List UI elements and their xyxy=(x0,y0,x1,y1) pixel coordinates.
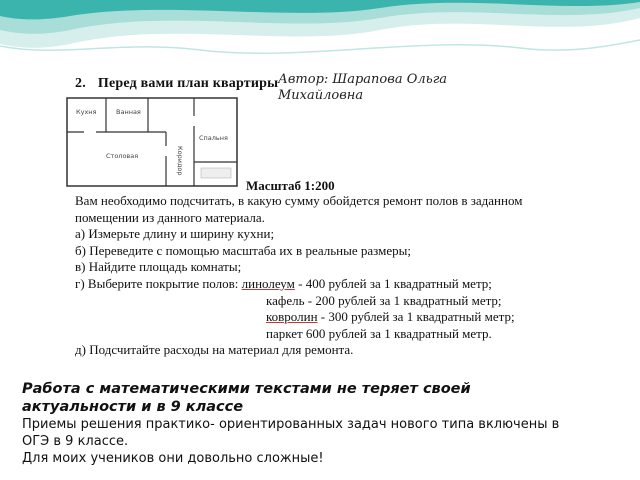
slide-footer xyxy=(22,380,622,467)
scale-label: Масштаб 1:200 xyxy=(246,178,335,193)
author-credit xyxy=(278,72,518,104)
headline-line-1: Работа с математическими текстами не теряет своей xyxy=(22,381,471,397)
task-body xyxy=(75,193,595,359)
step-d xyxy=(75,276,595,293)
headline-line-2: актуальности и в 9 классе xyxy=(22,399,244,415)
material-row xyxy=(75,309,595,326)
step-d-prefix: г) Выберите покрытие полов: xyxy=(75,275,242,291)
room-label-bedroom: Спальня xyxy=(199,134,228,142)
task-number: 2. xyxy=(75,76,86,91)
note-line-3: Для моих учеников они довольно сложные! xyxy=(22,451,324,466)
intro-line-2: помещении из данного материала. xyxy=(75,209,265,225)
material-sep: - xyxy=(317,309,329,325)
step-b: б) Переведите с помощью масштаба их в реальные размеры; xyxy=(75,242,411,258)
material-price: 400 рублей за 1 квадратный метр; xyxy=(305,275,492,291)
material-name: линолеум xyxy=(241,275,295,291)
author-line-1: Автор: Шарапова Ольга xyxy=(278,72,448,87)
material-name: кафель xyxy=(266,292,305,308)
note-line-1: Приемы решения практико- ориентированных задач нового типа включены в xyxy=(22,417,560,432)
material-row xyxy=(75,326,595,343)
step-e: д) Подсчитайте расходы на материал для ремонта. xyxy=(75,342,354,358)
material-price: 300 рублей за 1 квадратный метр; xyxy=(328,309,515,325)
author-line-2: Михайловна xyxy=(278,88,364,103)
apartment-plan xyxy=(66,96,246,192)
room-label-kitchen: Кухня xyxy=(76,108,97,116)
room-label-bathroom: Ванная xyxy=(116,108,141,116)
material-name: ковролин xyxy=(266,309,318,325)
material-row xyxy=(75,293,595,310)
step-a: а) Измерьте длину и ширину кухни; xyxy=(75,226,275,242)
decorative-wave-header xyxy=(0,0,640,70)
task-title-text: Перед вами план квартиры xyxy=(97,76,279,91)
step-c: в) Найдите площадь комнаты; xyxy=(75,259,242,275)
material-price: 200 рублей за 1 квадратный метр; xyxy=(315,292,502,308)
material-price: 600 рублей за 1 квадратный метр. xyxy=(305,325,492,341)
material-name: паркет xyxy=(266,325,303,341)
material-sep: - xyxy=(304,292,316,308)
task-title xyxy=(75,76,278,92)
intro-line-1: Вам необходимо подсчитать, в какую сумму обойдется ремонт полов в заданном xyxy=(75,193,523,208)
room-label-hall: Коридор xyxy=(176,146,184,176)
room-label-dining: Столовая xyxy=(106,152,139,160)
note-line-2: ОГЭ в 9 классе. xyxy=(22,434,129,449)
material-sep: - xyxy=(294,275,306,291)
